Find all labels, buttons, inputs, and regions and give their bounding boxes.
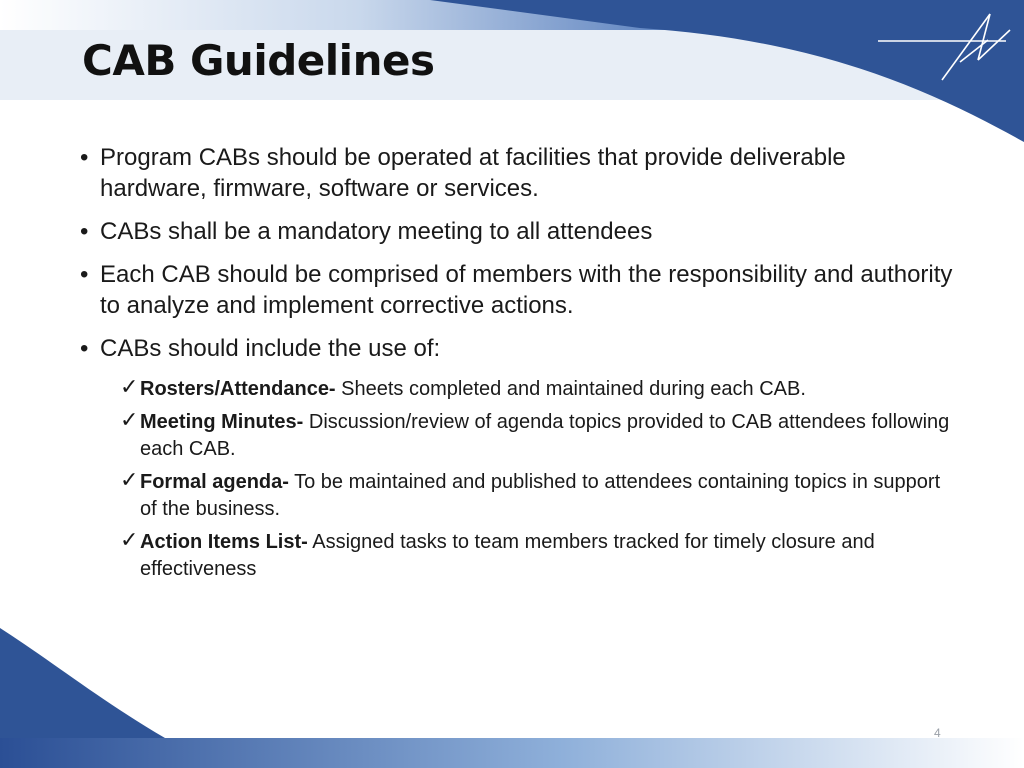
bullet-text: CABs should include the use of: (100, 335, 441, 362)
bullet-item (78, 333, 958, 364)
checkmark-icon: ✓ (120, 408, 139, 433)
bottom-gradient-band (0, 738, 1024, 768)
sub-item-text: Discussion/review of agenda topics provided to CAB attendees following each CAB. (140, 411, 950, 460)
page-number: 4 (934, 726, 941, 740)
sub-item-action-items (78, 529, 958, 583)
checkmark-icon: ✓ (120, 468, 139, 493)
bullet-item (78, 259, 958, 321)
sub-item-formal-agenda (78, 469, 958, 523)
bullet-dot-icon: • (80, 261, 89, 288)
sub-item-label: Formal agenda- (140, 471, 289, 493)
bullet-dot-icon: • (80, 335, 89, 362)
sub-list (78, 376, 958, 583)
slide-title: CAB Guidelines (82, 36, 435, 85)
checkmark-icon: ✓ (120, 528, 139, 553)
sub-item-label: Action Items List- (140, 531, 308, 553)
sub-item-text: Assigned tasks to team members tracked for timely closure and effectiveness (140, 531, 875, 580)
bottom-left-swoosh (0, 628, 165, 738)
bullet-dot-icon: • (80, 144, 89, 171)
sub-item-meeting-minutes (78, 409, 958, 463)
bullet-text: CABs shall be a mandatory meeting to all attendees (100, 218, 653, 245)
sub-item-text: Sheets completed and maintained during each CAB. (335, 378, 806, 400)
bullet-text: Each CAB should be comprised of members with the responsibility and authority to analyze and implement corrective actions. (100, 261, 953, 319)
checkmark-icon: ✓ (120, 375, 139, 400)
sub-item-label: Meeting Minutes- (140, 411, 304, 433)
sub-item-label: Rosters/Attendance- (140, 378, 336, 400)
sub-item-text: To be maintained and published to attendees containing topics in support of the business. (140, 471, 941, 520)
bullet-dot-icon: • (80, 218, 89, 245)
bullet-text: Program CABs should be operated at facilities that provide deliverable hardware, firmware, software or services. (100, 144, 846, 202)
bullet-list (78, 142, 958, 589)
sub-item-rosters (78, 376, 958, 403)
bullet-item (78, 142, 958, 204)
bullet-item (78, 216, 958, 247)
